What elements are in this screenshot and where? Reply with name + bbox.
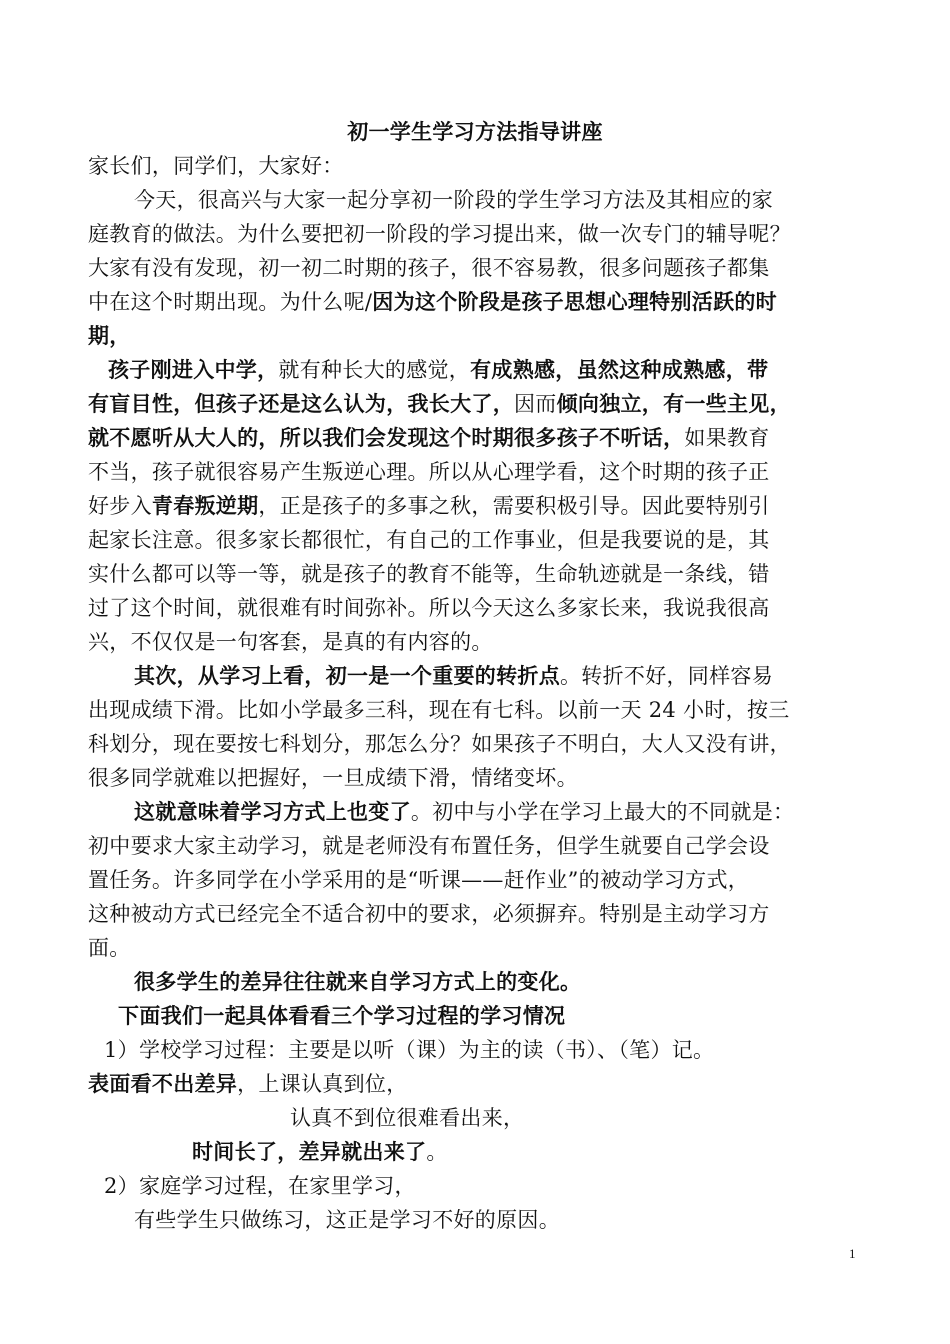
- text-run: 实什么都可以等一等，就是孩子的教育不能等，生命轨迹就是一条线，错: [88, 562, 770, 586]
- text-run: 过了这个时间，就很难有时间弥补。所以今天这么多家长来，我说我很高: [88, 596, 770, 620]
- paragraph-line: [104, 1171, 416, 1201]
- paragraph-line: [134, 1205, 560, 1235]
- paragraph-line: [134, 661, 773, 691]
- bold-text-run: 有成熟感，虽然这种成熟感，带: [470, 357, 769, 382]
- paragraph-line: [88, 763, 578, 793]
- paragraph-line: [88, 287, 777, 317]
- bold-text-run: 很多学生的差异往往就来自学习方式上的变化。: [134, 969, 582, 994]
- paragraph-line: [118, 1001, 565, 1031]
- paragraph-line: [134, 967, 581, 997]
- paragraph-line: [88, 457, 770, 487]
- text-run: 初中要求大家主动学习，就是老师没有布置任务，但学生就要自己学会设: [88, 834, 770, 858]
- text-run: 好步入: [88, 494, 152, 518]
- text-run: 很多同学就难以把握好，一旦成绩下滑，情绪变坏。: [88, 766, 578, 790]
- paragraph-line: [88, 1069, 408, 1099]
- bold-text-run: 期，: [88, 323, 131, 348]
- paragraph-line: [88, 219, 791, 249]
- text-run: 。: [426, 1140, 448, 1164]
- paragraph-line: [88, 831, 770, 861]
- paragraph-line: [192, 1137, 448, 1167]
- bold-text-run: 因为这个阶段是孩子思想心理特别活跃的时: [372, 289, 777, 314]
- text-run: 认真不到位很难看出来，: [290, 1106, 525, 1130]
- text-run: 兴，不仅仅是一句客套，是真的有内容的。: [88, 630, 493, 654]
- text-run: 庭教育的做法。为什么要把初一阶段的学习提出来，做一次专门的辅导呢？: [88, 222, 791, 246]
- text-run: 置任务。许多同学在小学采用的是“听课——赶作业”的被动学习方式，: [88, 868, 750, 892]
- paragraph-line: [290, 1103, 524, 1133]
- document-title: 初一学生学习方法指导讲座: [347, 119, 603, 144]
- text-run: 家长们，同学们，大家好：: [88, 154, 344, 178]
- text-run: 不当，孩子就很容易产生叛逆心理。所以从心理学看，这个时期的孩子正: [88, 460, 770, 484]
- paragraph-line: [88, 321, 131, 351]
- bold-text-run: 孩子刚进入中学，: [108, 357, 279, 382]
- bold-text-run: 时间长了，差异就出来了: [192, 1139, 427, 1164]
- paragraph-line: [88, 695, 790, 725]
- paragraph-line: [88, 933, 131, 963]
- paragraph-line: [88, 151, 344, 181]
- text-run: 今天，很高兴与大家一起分享初一阶段的学生学习方法及其相应的家: [134, 188, 773, 212]
- text-run: 2）家庭学习过程，在家里学习，: [104, 1174, 416, 1198]
- text-run: 因而: [514, 392, 557, 416]
- text-run: 如果教育: [684, 426, 770, 450]
- paragraph-line: [88, 423, 770, 453]
- bold-text-run: 这就意味着学习方式上也变了: [134, 799, 411, 824]
- bold-text-run: 有盲目性，但孩子还是这么认为，我长大了，: [88, 391, 514, 416]
- text-run: 大家有没有发现，初一初二时期的孩子，很不容易教，很多问题孩子都集: [88, 256, 770, 280]
- paragraph-line: [88, 899, 770, 929]
- paragraph-line: [134, 185, 773, 215]
- text-run: ，正是孩子的多事之秋，需要积极引导。因此要特别引: [258, 494, 770, 518]
- bold-text-run: 下面我们一起具体看看三个学习过程的学习情况: [118, 1003, 566, 1028]
- text-run: 出现成绩下滑。比如小学最多三科，现在有七科。以前一天 24 小时，按三: [88, 698, 790, 722]
- text-run: 1）学校学习过程：主要是以听（课）为主的读（书）、（笔）记。: [104, 1038, 715, 1062]
- paragraph-line: [88, 491, 770, 521]
- bold-text-run: 倾向独立，有一些主见，: [556, 391, 791, 416]
- text-run: 这种被动方式已经完全不适合初中的要求，必须摒弃。特别是主动学习方: [88, 902, 770, 926]
- paragraph-line: [88, 389, 791, 419]
- text-run: 。转折不好，同样容易: [560, 664, 773, 688]
- text-run: 科划分，现在要按七科划分，那怎么分？如果孩子不明白，大人又没有讲，: [88, 732, 791, 756]
- paragraph-line: [88, 593, 770, 623]
- text-run: 有些学生只做练习，这正是学习不好的原因。: [134, 1208, 560, 1232]
- paragraph-line: [88, 627, 493, 657]
- paragraph-line: [134, 797, 794, 827]
- paragraph-line: [108, 355, 768, 385]
- paragraph-line: [88, 559, 770, 589]
- paragraph-line: [88, 525, 770, 555]
- paragraph-line: [104, 1035, 714, 1065]
- bold-text-run: 就不愿听从大人的，所以我们会发现这个时期很多孩子不听话，: [88, 425, 685, 450]
- paragraph-line: [88, 865, 749, 895]
- text-run: 。初中与小学在学习上最大的不同就是：: [410, 800, 795, 824]
- text-run: 面。: [88, 936, 131, 960]
- page-number: 1: [849, 1246, 856, 1261]
- bold-text-run: 表面看不出差异: [88, 1071, 238, 1096]
- bold-text-run: 其次，从学习上看，初一是一个重要的转折点: [134, 663, 560, 688]
- text-run: 中在这个时期出现。为什么呢/: [88, 290, 373, 314]
- text-run: ，上课认真到位，: [237, 1072, 408, 1096]
- paragraph-line: [88, 729, 791, 759]
- text-run: 就有种长大的感觉，: [278, 358, 471, 382]
- text-run: 起家长注意。很多家长都很忙，有自己的工作事业，但是我要说的是，其: [88, 528, 770, 552]
- bold-text-run: 青春叛逆期: [151, 493, 259, 518]
- paragraph-line: [88, 253, 770, 283]
